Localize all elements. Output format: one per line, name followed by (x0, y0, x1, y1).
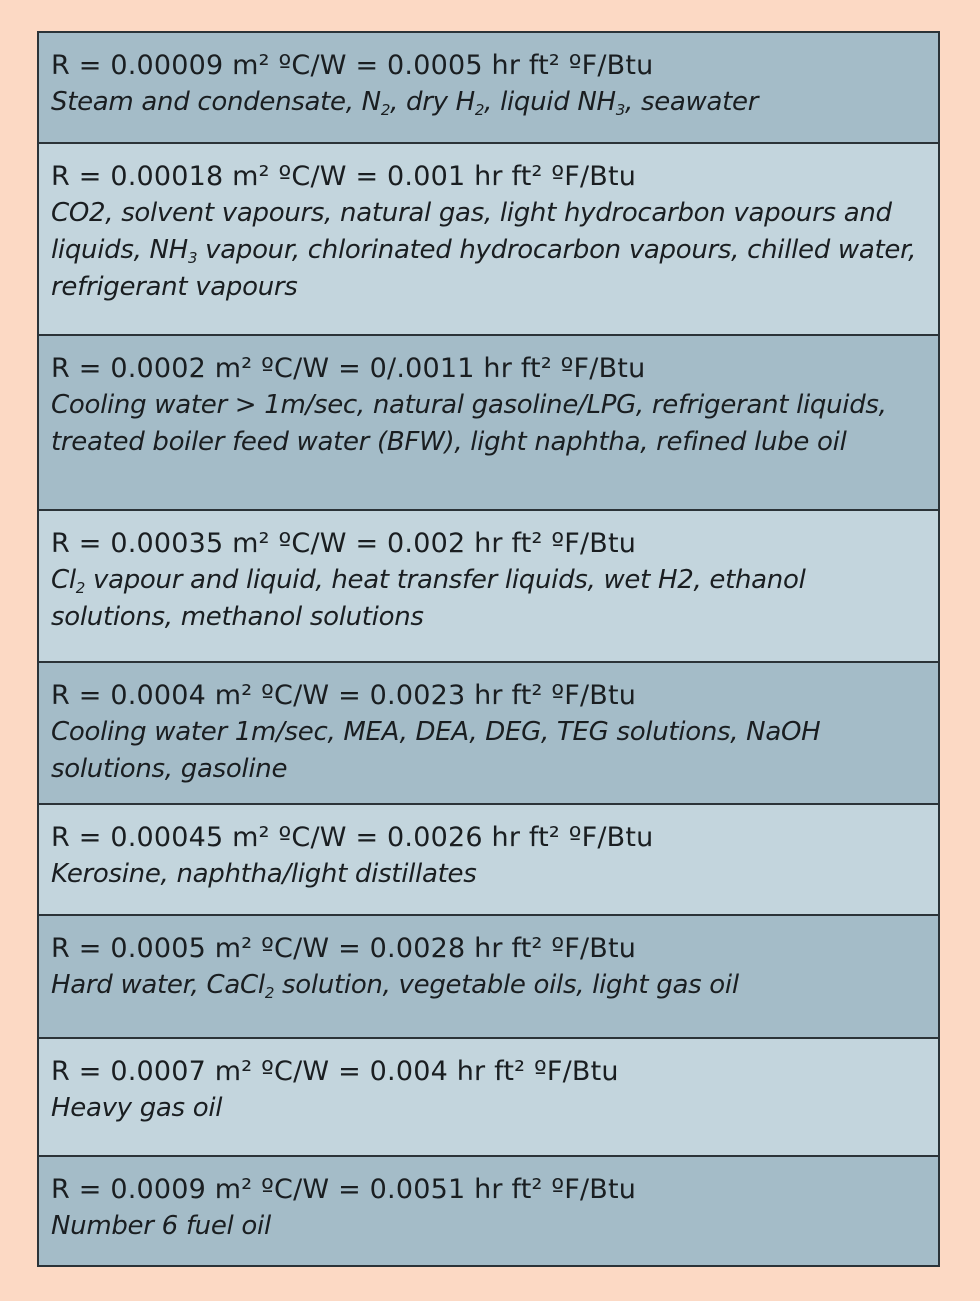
resistance-value: R = 0.0009 m² ºC/W = 0.0051 hr ft² ºF/Btu (51, 1174, 637, 1205)
table-row (39, 805, 938, 916)
table-row (39, 33, 938, 144)
fluid-description: Kerosine, naphtha/light distillates (51, 859, 477, 889)
resistance-value: R = 0.00035 m² ºC/W = 0.002 hr ft² ºF/Btu (51, 528, 637, 559)
table-row (39, 144, 938, 336)
fluid-description: Hard water, CaCl$_2$ solution, vegetable oils, light gas oil (51, 970, 739, 1002)
fluid-description: Steam and condensate, $N_2$, dry $H_2$, liquid $NH_3$, seawater (51, 87, 759, 119)
resistance-value: R = 0.00018 m² ºC/W = 0.001 hr ft² ºF/Btu (51, 161, 637, 192)
table-row (39, 916, 938, 1039)
fluid-description: Heavy gas oil (51, 1093, 223, 1123)
table-row (39, 1157, 938, 1265)
fluid-description: Cooling water 1m/sec, MEA, DEA, DEG, TEG solutions, NaOH solutions, gasoline (51, 717, 821, 784)
table-row (39, 511, 938, 663)
fluid-description: Number 6 fuel oil (51, 1211, 271, 1241)
fluid-description: CO2, solvent vapours, natural gas, light hydrocarbon vapours and liquids, $NH_3$ vapour, chlorinated hydrocarbon vapours, chilled water, refrigerant vapours (51, 198, 917, 302)
resistance-value: R = 0.0004 m² ºC/W = 0.0023 hr ft² ºF/Btu (51, 680, 637, 711)
resistance-value: R = 0.0007 m² ºC/W = 0.004 hr ft² ºF/Btu (51, 1056, 619, 1087)
resistance-value: R = 0.0002 m² ºC/W = 0/.0011 hr ft² ºF/Btu (51, 353, 646, 384)
resistance-value: R = 0.00009 m² ºC/W = 0.0005 hr ft² ºF/Btu (51, 50, 654, 81)
resistance-value: R = 0.00045 m² ºC/W = 0.0026 hr ft² ºF/Btu (51, 822, 654, 853)
fluid-description: $Cl_2$ vapour and liquid, heat transfer liquids, wet H2, ethanol solutions, methanol solutions (51, 565, 806, 632)
fluid-description: Cooling water > 1m/sec, natural gasoline/LPG, refrigerant liquids, treated boiler feed water (BFW), light naphtha, refined lube oil (51, 390, 887, 457)
table-row (39, 336, 938, 511)
table-row (39, 1039, 938, 1157)
resistance-value: R = 0.0005 m² ºC/W = 0.0028 hr ft² ºF/Btu (51, 933, 637, 964)
fouling-resistance-table (37, 31, 940, 1267)
table-row (39, 663, 938, 805)
